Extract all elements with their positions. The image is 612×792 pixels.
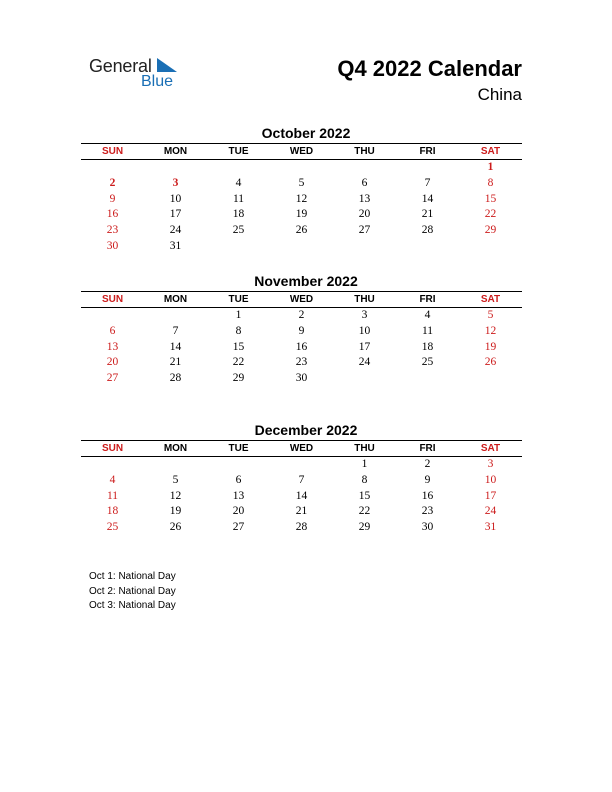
holiday-note: Oct 3: National Day [89, 600, 176, 611]
day-cell: 18 [106, 505, 119, 518]
day-cell: 7 [424, 176, 431, 189]
weekday-tue: TUE [228, 294, 249, 305]
day-cell: 29 [232, 372, 245, 385]
day-cell: 21 [169, 356, 182, 369]
month-december [85, 421, 527, 536]
day-cell: 1 [361, 458, 368, 470]
weekday-tue: TUE [228, 146, 249, 157]
day-cell: 9 [298, 324, 305, 337]
day-cell: 2 [109, 176, 116, 189]
day-cell: 11 [421, 324, 434, 337]
day-cell: 31 [484, 521, 497, 534]
empty-day-cell [459, 371, 522, 387]
empty-day-cell [270, 160, 333, 176]
day-cell: 17 [484, 489, 497, 502]
empty-day-cell [270, 457, 333, 473]
day-cell: 3 [172, 176, 179, 189]
day-cell: 23 [106, 224, 119, 237]
day-cell: 5 [172, 473, 179, 486]
day-cell: 28 [169, 372, 182, 385]
day-cell: 10 [169, 192, 182, 205]
day-cell: 14 [421, 192, 434, 205]
day-cell: 3 [487, 458, 494, 470]
day-cell: 19 [295, 208, 308, 221]
empty-day-cell [144, 160, 207, 176]
day-cell: 9 [109, 192, 116, 205]
weekday-sun: SUN [101, 294, 124, 305]
day-cell: 5 [487, 309, 494, 321]
day-grid [81, 457, 522, 536]
day-cell: 27 [358, 224, 371, 237]
day-cell: 16 [295, 340, 308, 353]
holiday-note: Oct 2: National Day [89, 585, 176, 597]
weekday-header [81, 440, 522, 457]
empty-day-cell [144, 457, 207, 473]
weekday-wed: WED [289, 294, 314, 305]
day-cell: 16 [106, 208, 119, 221]
day-cell: 13 [106, 340, 119, 353]
day-cell: 31 [169, 239, 182, 252]
day-cell: 26 [295, 224, 308, 237]
day-cell: 30 [421, 521, 434, 534]
day-cell: 10 [358, 324, 371, 337]
day-cell: 13 [232, 489, 245, 502]
day-cell: 8 [361, 473, 368, 486]
weekday-fri: FRI [419, 146, 436, 157]
holiday-notes [89, 570, 176, 614]
weekday-fri: FRI [419, 294, 436, 305]
empty-day-cell [270, 239, 333, 255]
day-cell: 7 [298, 473, 305, 486]
empty-day-cell [333, 371, 396, 387]
month-november [85, 272, 527, 387]
weekday-header [81, 291, 522, 308]
empty-day-cell [396, 371, 459, 387]
day-cell: 4 [109, 473, 116, 486]
empty-day-cell [333, 239, 396, 255]
logo [89, 56, 189, 92]
empty-day-cell [207, 239, 270, 255]
day-cell: 29 [358, 521, 371, 534]
day-cell: 12 [295, 192, 308, 205]
day-cell: 18 [421, 340, 434, 353]
day-cell: 25 [421, 356, 434, 369]
month-title: October 2022 [261, 125, 351, 141]
day-cell: 6 [235, 473, 242, 486]
empty-day-cell [396, 239, 459, 255]
day-cell: 29 [484, 224, 497, 237]
weekday-header [81, 143, 522, 160]
weekday-mon: MON [163, 443, 188, 454]
day-cell: 27 [232, 521, 245, 534]
day-grid [81, 160, 522, 255]
weekday-mon: MON [163, 294, 188, 305]
empty-day-cell [459, 239, 522, 255]
day-cell: 3 [361, 309, 368, 321]
day-cell: 19 [169, 505, 182, 518]
weekday-sat: SAT [480, 443, 501, 454]
day-cell: 20 [106, 356, 119, 369]
day-cell: 4 [235, 176, 242, 189]
day-cell: 24 [484, 505, 497, 518]
day-cell: 4 [424, 309, 431, 321]
empty-day-cell [396, 160, 459, 176]
weekday-wed: WED [289, 146, 314, 157]
day-cell: 5 [298, 176, 305, 189]
day-cell: 15 [358, 489, 371, 502]
country-name: China [477, 85, 522, 104]
day-cell: 6 [361, 176, 368, 189]
day-cell: 16 [421, 489, 434, 502]
day-cell: 21 [295, 505, 308, 518]
day-cell: 11 [232, 192, 245, 205]
day-cell: 15 [484, 192, 497, 205]
day-cell: 11 [106, 489, 119, 502]
day-cell: 19 [484, 340, 497, 353]
day-cell: 20 [232, 505, 245, 518]
day-cell: 12 [169, 489, 182, 502]
day-cell: 22 [358, 505, 371, 518]
day-cell: 21 [421, 208, 434, 221]
day-cell: 17 [169, 208, 182, 221]
empty-day-cell [333, 160, 396, 176]
page-title: Q4 2022 Calendar [337, 56, 522, 81]
month-title: November 2022 [254, 273, 358, 289]
weekday-thu: THU [354, 294, 375, 305]
weekday-sun: SUN [101, 443, 124, 454]
day-cell: 28 [295, 521, 308, 534]
weekday-mon: MON [163, 146, 188, 157]
day-cell: 13 [358, 192, 371, 205]
day-cell: 2 [298, 309, 305, 321]
day-cell: 14 [295, 489, 308, 502]
day-cell: 7 [172, 324, 179, 337]
weekday-fri: FRI [419, 443, 436, 454]
day-cell: 25 [232, 224, 245, 237]
day-cell: 26 [484, 356, 497, 369]
day-cell: 22 [484, 208, 497, 221]
logo-text-general: General [89, 56, 152, 76]
weekday-sat: SAT [480, 146, 501, 157]
day-cell: 6 [109, 324, 116, 337]
day-cell: 8 [235, 324, 242, 337]
weekday-thu: THU [354, 146, 375, 157]
weekday-thu: THU [354, 443, 375, 454]
weekday-wed: WED [289, 443, 314, 454]
day-cell: 26 [169, 521, 182, 534]
day-grid [81, 308, 522, 387]
day-cell: 14 [169, 340, 182, 353]
empty-day-cell [207, 160, 270, 176]
day-cell: 17 [358, 340, 371, 353]
day-cell: 23 [421, 505, 434, 518]
day-cell: 1 [235, 309, 242, 321]
weekday-sun: SUN [101, 146, 124, 157]
day-cell: 24 [358, 356, 371, 369]
day-cell: 27 [106, 372, 119, 385]
day-cell: 28 [421, 224, 434, 237]
month-october [85, 124, 527, 255]
empty-day-cell [144, 308, 207, 324]
empty-day-cell [81, 308, 144, 324]
day-cell: 15 [232, 340, 245, 353]
day-cell: 8 [487, 176, 494, 189]
holiday-note: Oct 1: National Day [89, 571, 176, 582]
day-cell: 1 [487, 161, 494, 173]
empty-day-cell [207, 457, 270, 473]
empty-day-cell [81, 457, 144, 473]
day-cell: 2 [424, 458, 431, 470]
day-cell: 23 [295, 356, 308, 369]
weekday-tue: TUE [228, 443, 249, 454]
day-cell: 18 [232, 208, 245, 221]
empty-day-cell [81, 160, 144, 176]
day-cell: 9 [424, 473, 431, 486]
day-cell: 10 [484, 473, 497, 486]
month-title: December 2022 [254, 422, 358, 438]
weekday-sat: SAT [480, 294, 501, 305]
day-cell: 22 [232, 356, 245, 369]
logo-text-blue: Blue [141, 73, 174, 90]
day-cell: 20 [358, 208, 371, 221]
blue-triangle-flag-icon [157, 58, 179, 74]
day-cell: 12 [484, 324, 497, 337]
day-cell: 30 [295, 372, 308, 385]
day-cell: 24 [169, 224, 182, 237]
day-cell: 30 [106, 239, 119, 252]
day-cell: 25 [106, 521, 119, 534]
